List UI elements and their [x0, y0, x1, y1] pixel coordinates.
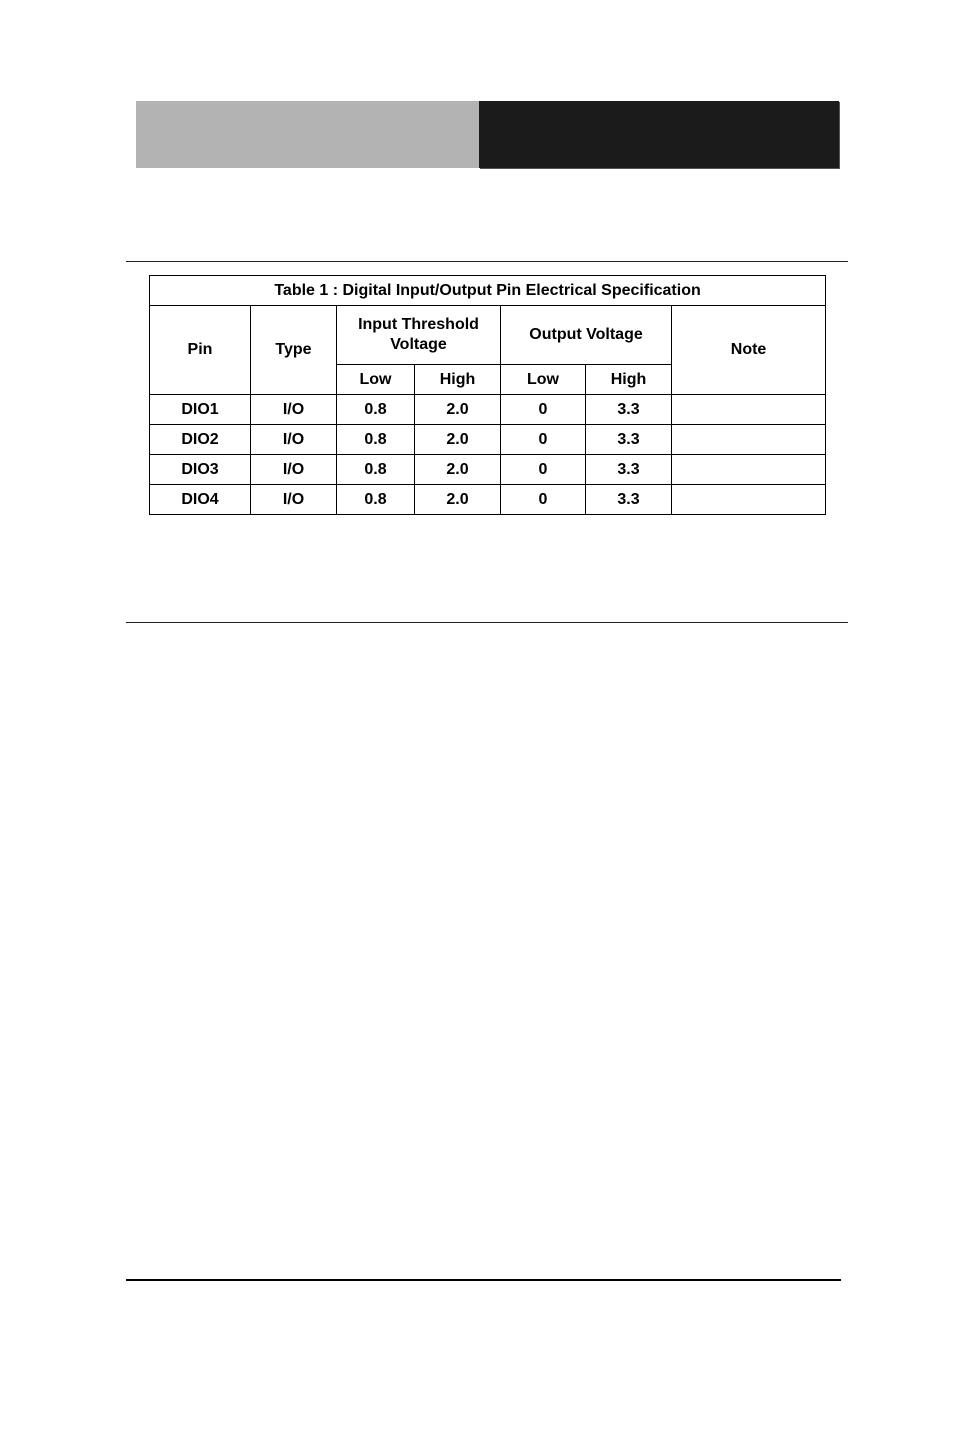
header-output-low: Low [501, 365, 586, 395]
header-input-low: Low [337, 365, 415, 395]
cell-input-high: 2.0 [415, 485, 501, 515]
cell-pin: DIO3 [150, 455, 251, 485]
header-note: Note [672, 306, 826, 395]
header-input-threshold [337, 306, 501, 365]
cell-input-high: 2.0 [415, 395, 501, 425]
header-input-high: High [415, 365, 501, 395]
header-band-right-dark [479, 101, 839, 168]
footer-rule [126, 1279, 841, 1281]
header-input-threshold-line2: Voltage [390, 336, 447, 353]
cell-output-high: 3.3 [586, 485, 672, 515]
cell-input-high: 2.0 [415, 455, 501, 485]
cell-pin: DIO4 [150, 485, 251, 515]
header-output-voltage: Output Voltage [501, 306, 672, 365]
cell-type: I/O [251, 455, 337, 485]
cell-input-high: 2.0 [415, 425, 501, 455]
header-band-left-gray [136, 101, 479, 168]
cell-input-low: 0.8 [337, 455, 415, 485]
cell-input-low: 0.8 [337, 395, 415, 425]
table-row [150, 485, 826, 515]
header-pin: Pin [150, 306, 251, 395]
cell-type: I/O [251, 485, 337, 515]
cell-output-low: 0 [501, 395, 586, 425]
header-input-threshold-line1: Input Threshold [358, 316, 479, 333]
cell-output-low: 0 [501, 425, 586, 455]
cell-pin: DIO1 [150, 395, 251, 425]
cell-type: I/O [251, 425, 337, 455]
dio-spec-table [149, 275, 826, 515]
table-caption: Table 1 : Digital Input/Output Pin Electrical Specification [150, 276, 826, 306]
cell-type: I/O [251, 395, 337, 425]
header-type: Type [251, 306, 337, 395]
cell-input-low: 0.8 [337, 485, 415, 515]
cell-note [672, 395, 826, 425]
cell-note [672, 455, 826, 485]
cell-output-high: 3.3 [586, 455, 672, 485]
cell-pin: DIO2 [150, 425, 251, 455]
page-header-band [136, 101, 839, 168]
table-row [150, 395, 826, 425]
cell-note [672, 485, 826, 515]
section-divider-top [126, 261, 848, 262]
header-output-high: High [586, 365, 672, 395]
cell-note [672, 425, 826, 455]
table-row [150, 425, 826, 455]
cell-output-high: 3.3 [586, 395, 672, 425]
cell-output-high: 3.3 [586, 425, 672, 455]
cell-output-low: 0 [501, 485, 586, 515]
cell-output-low: 0 [501, 455, 586, 485]
cell-input-low: 0.8 [337, 425, 415, 455]
table-row [150, 455, 826, 485]
section-divider-bottom [126, 622, 848, 623]
